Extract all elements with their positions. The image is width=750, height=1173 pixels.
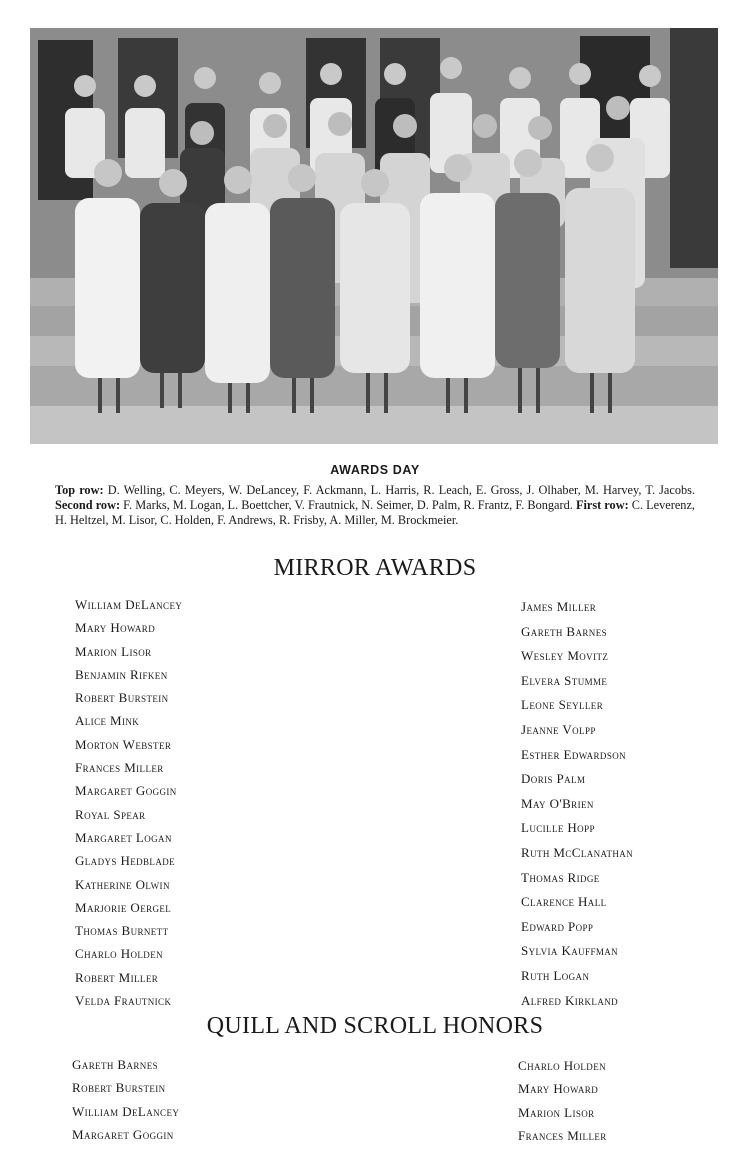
honoree-name: Wesley Movitz	[521, 648, 609, 664]
quill-scroll-right-list	[518, 1058, 607, 1151]
honoree-name: Royal Spear	[75, 806, 146, 822]
honoree-name: Ruth Logan	[521, 967, 590, 983]
honoree-name: William DeLancey	[72, 1103, 180, 1119]
honoree-name: Thomas Ridge	[521, 869, 600, 885]
honoree-name: Mary Howard	[518, 1081, 599, 1097]
honoree-name: Benjamin Rifken	[75, 666, 168, 682]
honoree-name: Robert Burstein	[75, 690, 169, 706]
honoree-name: Margaret Logan	[75, 829, 172, 845]
honoree-name: Frances Miller	[518, 1127, 607, 1143]
mirror-awards-left-list	[75, 597, 182, 1016]
honoree-name: Morton Webster	[75, 736, 172, 752]
caption-row-label: First row:	[575, 498, 629, 513]
honoree-name: Alice Mink	[75, 713, 140, 729]
honoree-name: Esther Edwardson	[521, 746, 627, 762]
honoree-name: Jeanne Volpp	[521, 721, 596, 737]
quill-scroll-left-list	[72, 1057, 179, 1150]
mirror-awards-right-list	[521, 599, 633, 1017]
caption-title: AWARDS DAY	[330, 463, 420, 477]
honoree-name: Thomas Burnett	[75, 923, 169, 939]
caption-row-names: F. Marks, M. Logan, L. Boettcher, V. Frautnick, N. Seimer, D. Palm, R. Frantz, F. Bongard.	[123, 498, 573, 513]
honoree-name: Gareth Barnes	[72, 1057, 159, 1072]
honoree-name: Frances Miller	[75, 760, 164, 776]
honoree-name: Margaret Goggin	[72, 1126, 174, 1142]
mirror-awards-heading: MIRROR AWARDS	[273, 555, 477, 581]
honoree-name: Marion Lisor	[75, 643, 152, 659]
caption-row-names: D. Welling, C. Meyers, W. DeLancey, F. Ackmann, L. Harris, R. Leach, E. Gross, J. Olhaber, M. Harvey, T. Jacobs.	[107, 483, 696, 497]
honoree-name: Leone Seyller	[521, 697, 604, 713]
honoree-name: Elvera Stumme	[521, 672, 608, 688]
caption-text	[55, 483, 695, 529]
honoree-name: Margaret Goggin	[75, 783, 177, 799]
honoree-name: Marjorie Oergel	[75, 899, 172, 915]
honoree-name: Robert Burstein	[72, 1080, 166, 1096]
honoree-name: Velda Frautnick	[75, 993, 172, 1009]
quill-scroll-heading: QUILL AND SCROLL HONORS	[206, 1013, 544, 1039]
honoree-name: Sylvia Kauffman	[521, 943, 619, 959]
caption-row-names: C. Leverenz, H. Heltzel, M. Lisor, C. Holden, F. Andrews, R. Frisby, A. Miller, M. Brockmeier.	[55, 498, 695, 528]
honoree-name: Ruth McClanathan	[521, 844, 634, 860]
honoree-name: Marion Lisor	[518, 1104, 595, 1120]
honoree-name: Clarence Hall	[521, 894, 607, 910]
caption-row-label: Second row:	[55, 498, 121, 513]
honoree-name: Edward Popp	[521, 918, 594, 934]
honoree-name: Gareth Barnes	[521, 623, 608, 639]
honoree-name: Robert Miller	[75, 969, 159, 985]
honoree-name: Charlo Holden	[75, 946, 164, 962]
honoree-name: Katherine Olwin	[75, 876, 170, 892]
honoree-name: Lucille Hopp	[521, 820, 595, 836]
honoree-name: William DeLancey	[75, 597, 183, 612]
honoree-name: James Miller	[521, 599, 597, 614]
honoree-name: Charlo Holden	[518, 1058, 607, 1073]
honoree-name: Alfred Kirkland	[521, 992, 619, 1008]
honoree-name: Doris Palm	[521, 771, 586, 787]
caption-row-label: Top row:	[55, 483, 104, 497]
honoree-name: Gladys Hedblade	[75, 853, 176, 869]
group-photo	[30, 28, 718, 444]
honoree-name: Mary Howard	[75, 620, 156, 636]
honoree-name: May O'Brien	[521, 795, 594, 811]
